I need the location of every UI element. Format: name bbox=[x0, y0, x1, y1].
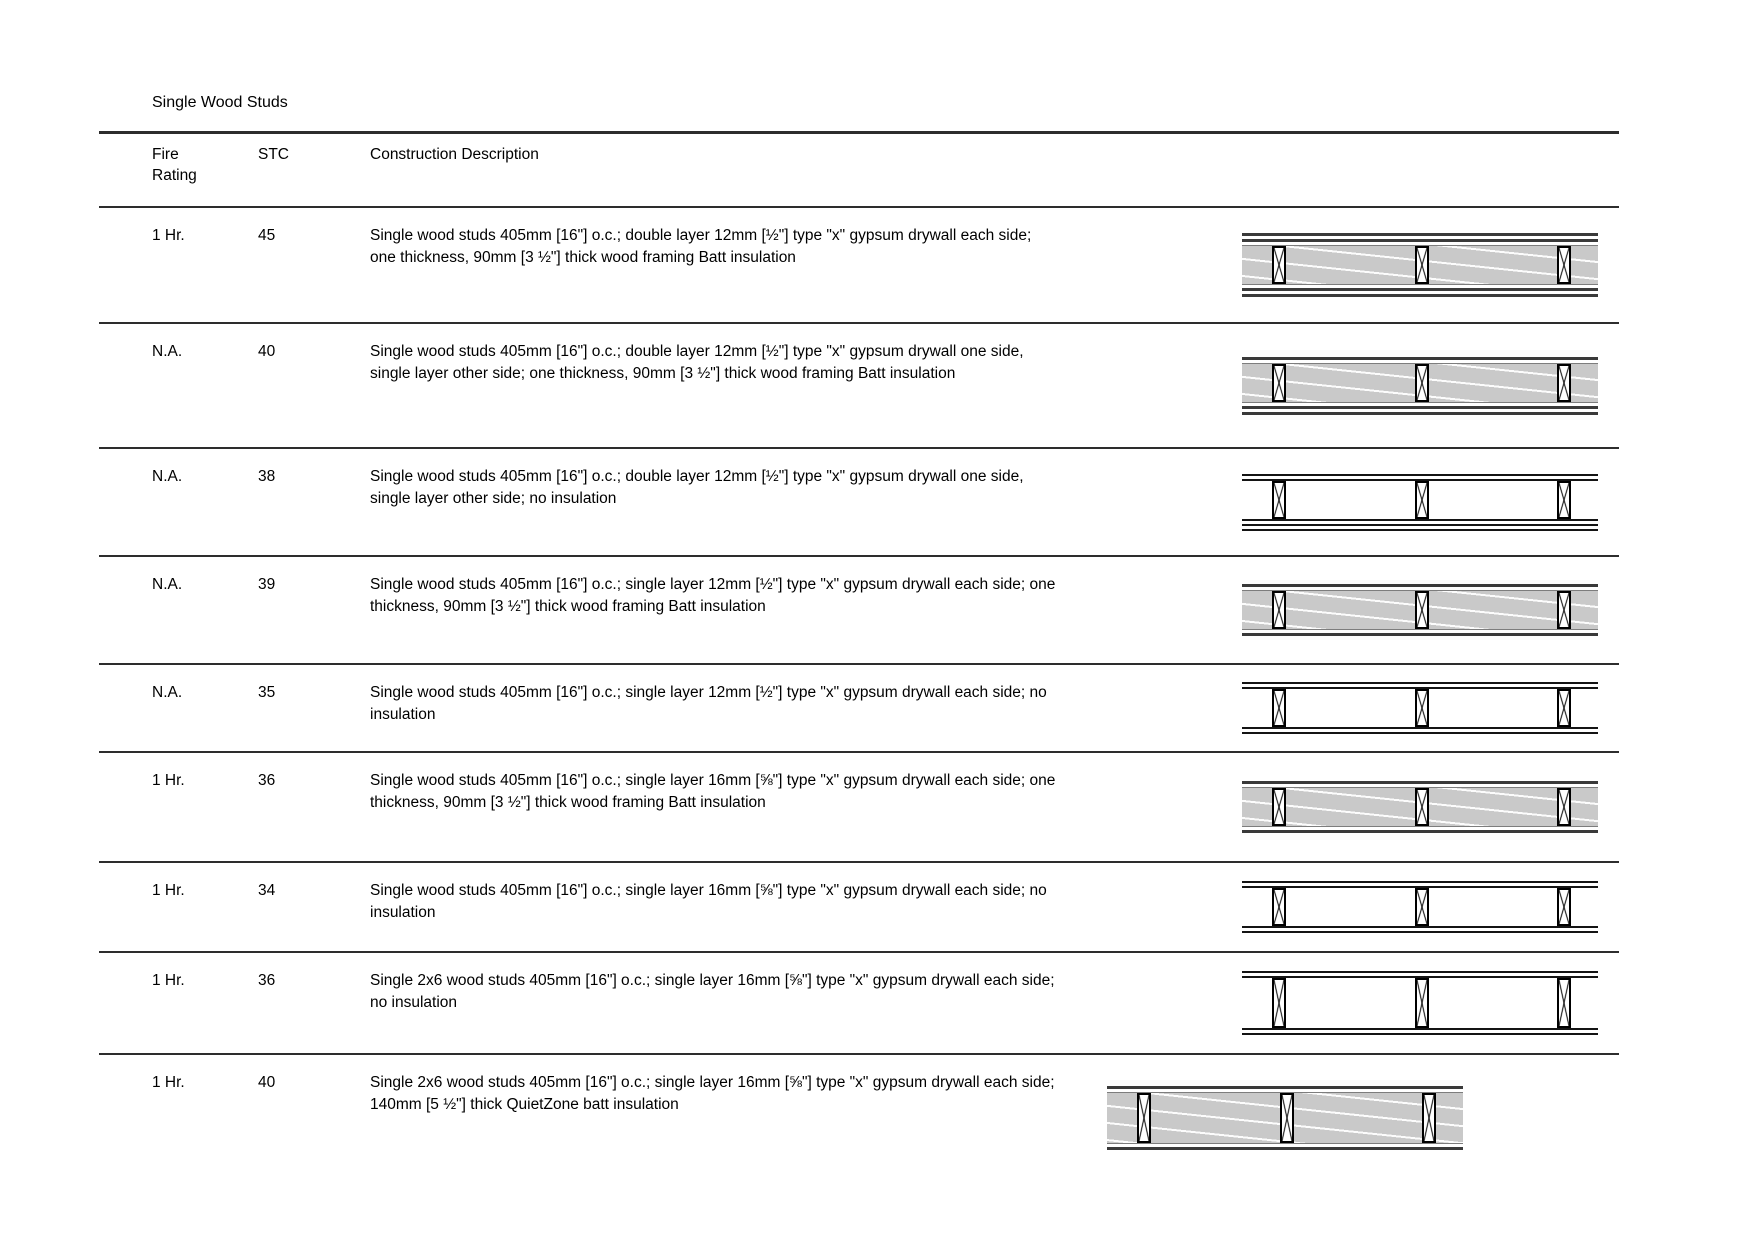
wood-stud-icon bbox=[1415, 788, 1429, 826]
gypsum-layer-line bbox=[1242, 732, 1598, 734]
gypsum-layer-line bbox=[1242, 524, 1598, 526]
gypsum-layer-line bbox=[1242, 781, 1598, 784]
construction-description: Single wood studs 405mm [16"] o.c.; single layer 16mm [⅝"] type "x" gypsum drywall each side; no insulation bbox=[370, 882, 1047, 921]
stc-value: 40 bbox=[258, 1074, 276, 1091]
stc-value: 38 bbox=[258, 468, 276, 485]
assembly-diagram bbox=[1140, 753, 1619, 861]
assembly-diagram bbox=[1140, 953, 1619, 1053]
wall-section-drawing bbox=[1242, 679, 1598, 737]
fire-rating-value: N.A. bbox=[152, 576, 183, 593]
construction-description: Single wood studs 405mm [16"] o.c.; double layer 12mm [½"] type "x" gypsum drywall one side, single layer other side; no insulation bbox=[370, 468, 1024, 507]
insulated-cavity bbox=[1242, 590, 1598, 630]
stc-value: 40 bbox=[258, 343, 276, 360]
wood-stud-icon bbox=[1557, 888, 1571, 926]
table-row bbox=[99, 557, 1619, 665]
wall-section-drawing bbox=[1242, 230, 1598, 300]
construction-description: Single wood studs 405mm [16"] o.c.; single layer 12mm [½"] type "x" gypsum drywall each side; no insulation bbox=[370, 684, 1047, 723]
gypsum-layer-line bbox=[1242, 288, 1598, 291]
wood-stud-icon bbox=[1137, 1093, 1151, 1143]
wood-stud-icon bbox=[1272, 481, 1286, 519]
construction-description: Single wood studs 405mm [16"] o.c.; double layer 12mm [½"] type "x" gypsum drywall each side; one thickness, 90mm [3 ½"] thick wood framing Batt insulation bbox=[370, 227, 1032, 266]
table-row bbox=[99, 449, 1619, 557]
wall-section-drawing bbox=[1242, 878, 1598, 936]
construction-description: Single wood studs 405mm [16"] o.c.; double layer 12mm [½"] type "x" gypsum drywall one side, single layer other side; one thickness, 90mm [3 ½"] thick wood framing Batt insulation bbox=[370, 343, 1024, 382]
single-wood-studs-table bbox=[99, 131, 1619, 1180]
fire-rating-value: N.A. bbox=[152, 468, 183, 485]
fire-rating-value: N.A. bbox=[152, 684, 183, 701]
wood-stud-icon bbox=[1272, 689, 1286, 727]
gypsum-layer-line bbox=[1242, 412, 1598, 415]
wood-stud-icon bbox=[1272, 788, 1286, 826]
assembly-diagram bbox=[1140, 665, 1619, 751]
gypsum-layer-line bbox=[1242, 830, 1598, 833]
wood-stud-icon bbox=[1557, 978, 1571, 1028]
column-header-construction-description: Construction Description bbox=[370, 146, 539, 163]
wall-section-drawing bbox=[1107, 1083, 1463, 1153]
wood-stud-icon bbox=[1557, 246, 1571, 284]
gypsum-layer-line bbox=[1242, 682, 1598, 684]
empty-cavity bbox=[1242, 687, 1598, 729]
stc-value: 36 bbox=[258, 772, 276, 789]
gypsum-layer-line bbox=[1242, 406, 1598, 409]
wood-stud-icon bbox=[1280, 1093, 1294, 1143]
fire-rating-value: 1 Hr. bbox=[152, 772, 185, 789]
gypsum-layer-line bbox=[1242, 233, 1598, 236]
wood-stud-icon bbox=[1415, 364, 1429, 402]
wood-stud-icon bbox=[1415, 689, 1429, 727]
gypsum-layer-line bbox=[1242, 474, 1598, 476]
wall-section-drawing bbox=[1242, 471, 1598, 534]
wood-stud-icon bbox=[1272, 978, 1286, 1028]
wood-stud-icon bbox=[1272, 591, 1286, 629]
assembly-diagram bbox=[1140, 208, 1619, 322]
wood-stud-icon bbox=[1557, 364, 1571, 402]
assembly-diagram bbox=[1140, 557, 1619, 663]
fire-rating-value: 1 Hr. bbox=[152, 1074, 185, 1091]
gypsum-layer-line bbox=[1242, 239, 1598, 242]
gypsum-layer-line bbox=[1242, 1033, 1598, 1035]
gypsum-layer-line bbox=[1242, 357, 1598, 360]
column-header-stc: STC bbox=[258, 146, 289, 163]
table-row bbox=[99, 665, 1619, 753]
table-row bbox=[99, 324, 1619, 449]
assembly-diagram bbox=[1140, 863, 1619, 951]
column-header-diagram-spacer bbox=[1140, 134, 1619, 206]
construction-description: Single 2x6 wood studs 405mm [16"] o.c.; single layer 16mm [⅝"] type "x" gypsum drywall each side; 140mm [5 ½"] thick QuietZone batt insulation bbox=[370, 1074, 1055, 1113]
empty-cavity bbox=[1242, 479, 1598, 521]
gypsum-layer-line bbox=[1242, 633, 1598, 636]
wood-stud-icon bbox=[1272, 364, 1286, 402]
wood-stud-icon bbox=[1557, 481, 1571, 519]
gypsum-layer-line bbox=[1242, 294, 1598, 297]
wood-stud-icon bbox=[1557, 591, 1571, 629]
wood-stud-icon bbox=[1422, 1093, 1436, 1143]
wall-section-drawing bbox=[1242, 968, 1598, 1038]
empty-cavity bbox=[1242, 976, 1598, 1030]
empty-cavity bbox=[1242, 886, 1598, 928]
gypsum-layer-line bbox=[1242, 971, 1598, 973]
wood-stud-icon bbox=[1272, 888, 1286, 926]
stc-value: 36 bbox=[258, 972, 276, 989]
stc-value: 45 bbox=[258, 227, 276, 244]
wood-stud-icon bbox=[1415, 591, 1429, 629]
fire-rating-value: 1 Hr. bbox=[152, 972, 185, 989]
insulated-cavity bbox=[1242, 787, 1598, 827]
insulated-cavity bbox=[1107, 1092, 1463, 1144]
wood-stud-icon bbox=[1415, 481, 1429, 519]
wood-stud-icon bbox=[1415, 888, 1429, 926]
assembly-diagram bbox=[1140, 449, 1619, 555]
construction-description: Single wood studs 405mm [16"] o.c.; single layer 12mm [½"] type "x" gypsum drywall each side; one thickness, 90mm [3 ½"] thick wood framing Batt insulation bbox=[370, 576, 1056, 615]
fire-rating-value: N.A. bbox=[152, 343, 183, 360]
column-header-fire-rating: Fire Rating bbox=[152, 146, 197, 184]
insulated-cavity bbox=[1242, 245, 1598, 285]
wall-section-drawing bbox=[1242, 778, 1598, 836]
gypsum-layer-line bbox=[1107, 1086, 1463, 1089]
table-row bbox=[99, 1055, 1619, 1180]
wood-stud-icon bbox=[1415, 978, 1429, 1028]
table-row bbox=[99, 863, 1619, 953]
gypsum-layer-line bbox=[1107, 1147, 1463, 1150]
wall-section-drawing bbox=[1242, 581, 1598, 639]
table-row bbox=[99, 753, 1619, 863]
table-row bbox=[99, 208, 1619, 324]
construction-description: Single 2x6 wood studs 405mm [16"] o.c.; single layer 16mm [⅝"] type "x" gypsum drywall each side; no insulation bbox=[370, 972, 1055, 1011]
gypsum-layer-line bbox=[1242, 931, 1598, 933]
wood-stud-icon bbox=[1415, 246, 1429, 284]
page-title: Single Wood Studs bbox=[152, 94, 288, 111]
stc-value: 34 bbox=[258, 882, 276, 899]
table-header-row bbox=[99, 131, 1619, 208]
construction-description: Single wood studs 405mm [16"] o.c.; single layer 16mm [⅝"] type "x" gypsum drywall each side; one thickness, 90mm [3 ½"] thick wood framing Batt insulation bbox=[370, 772, 1056, 811]
gypsum-layer-line bbox=[1242, 881, 1598, 883]
assembly-diagram bbox=[1140, 1055, 1619, 1180]
fire-rating-value: 1 Hr. bbox=[152, 882, 185, 899]
wood-stud-icon bbox=[1557, 689, 1571, 727]
wood-stud-icon bbox=[1557, 788, 1571, 826]
table-row bbox=[99, 953, 1619, 1055]
assembly-diagram bbox=[1140, 324, 1619, 447]
wall-section-drawing bbox=[1242, 354, 1598, 418]
stc-value: 35 bbox=[258, 684, 276, 701]
gypsum-layer-line bbox=[1242, 584, 1598, 587]
gypsum-layer-line bbox=[1242, 529, 1598, 531]
fire-rating-value: 1 Hr. bbox=[152, 227, 185, 244]
wood-stud-icon bbox=[1272, 246, 1286, 284]
stc-value: 39 bbox=[258, 576, 276, 593]
insulated-cavity bbox=[1242, 363, 1598, 403]
